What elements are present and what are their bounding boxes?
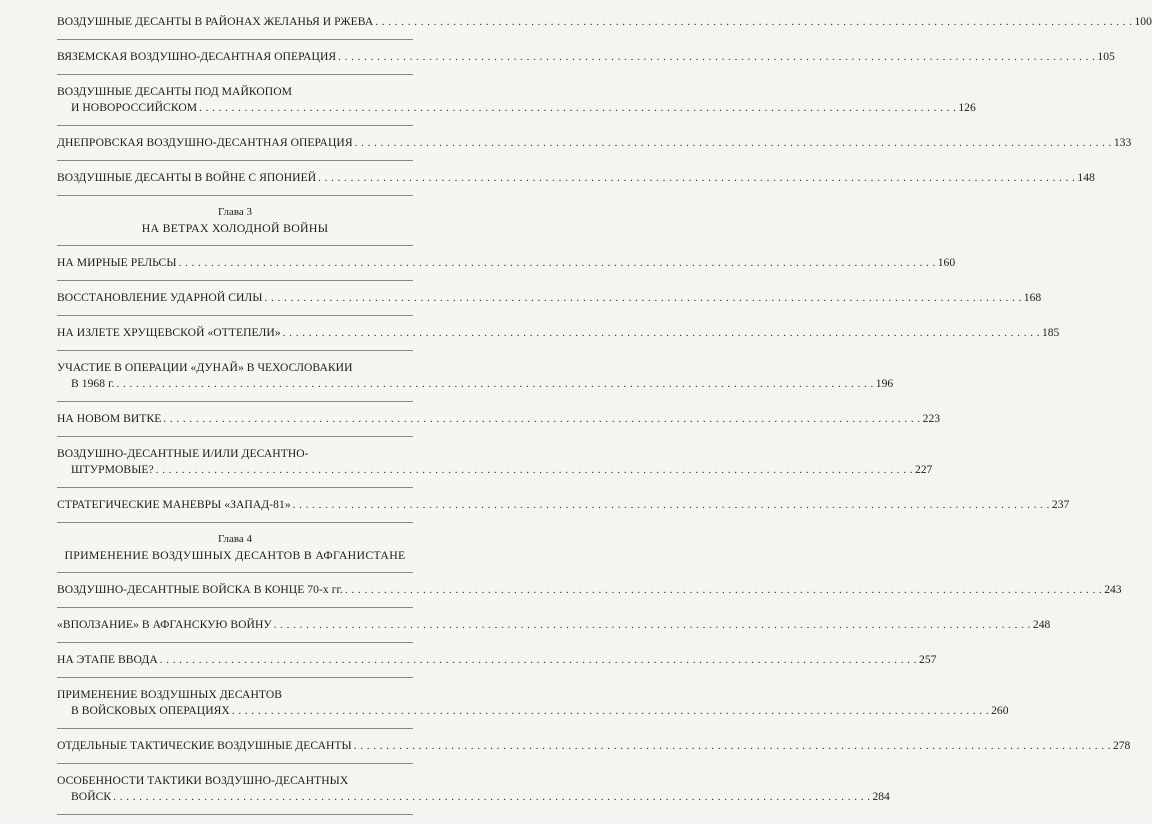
toc-entry-title: ВОЗДУШНЫЕ ДЕСАНТЫ В РАЙОНАХ ЖЕЛАНЬЯ И РЖЕВА <box>57 15 374 28</box>
toc-entry-title: В ВОЙСКОВЫХ ОПЕРАЦИЯХ <box>71 704 230 717</box>
divider-rule <box>57 160 413 161</box>
toc-entry[interactable] <box>57 84 976 116</box>
toc-entry-title: УЧАСТИЕ В ОПЕРАЦИИ «ДУНАЙ» В ЧЕХОСЛОВАКИИ <box>57 361 353 374</box>
toc-entry-line <box>57 100 976 116</box>
divider-rule <box>57 350 413 351</box>
toc-entry-title: ВОЗДУШНЫЕ ДЕСАНТЫ В ВОЙНЕ С ЯПОНИЕЙ <box>57 171 317 184</box>
toc-entry-line <box>57 411 941 427</box>
divider-rule <box>57 436 413 437</box>
toc-page-number: 196 <box>875 377 894 390</box>
divider-rule <box>57 245 413 246</box>
table-of-contents <box>57 14 1152 824</box>
chapter-label: Глава 3 <box>217 206 253 218</box>
toc-entry-line <box>57 773 413 789</box>
toc-page-number: 257 <box>919 653 937 666</box>
dot-leader <box>232 703 989 719</box>
toc-entry[interactable] <box>57 738 1131 754</box>
toc-entry-title: ВОЗДУШНЫЕ ДЕСАНТЫ ПОД МАЙКОПОМ <box>57 85 293 98</box>
divider-rule <box>57 814 413 815</box>
dot-leader <box>117 376 874 392</box>
toc-entry[interactable] <box>57 360 894 392</box>
toc-page-number: 243 <box>1104 583 1122 596</box>
dot-leader <box>293 497 1050 513</box>
toc-entry[interactable] <box>57 290 1042 306</box>
toc-entry-line <box>57 49 1115 65</box>
divider-rule <box>57 401 413 402</box>
divider-rule <box>57 522 413 523</box>
toc-page-number: 227 <box>914 463 933 476</box>
toc-entry-line <box>57 290 1042 306</box>
toc-entry[interactable] <box>57 617 1051 633</box>
toc-entry-title: НА ИЗЛЕТЕ ХРУЩЕВСКОЙ «ОТТЕПЕЛИ» <box>57 326 281 339</box>
toc-entry-line <box>57 582 1122 598</box>
divider-rule <box>57 315 413 316</box>
toc-page-number: 168 <box>1023 291 1042 304</box>
toc-page-number: 185 <box>1041 326 1060 339</box>
toc-entry-line <box>57 497 1070 513</box>
toc-entry-line <box>57 462 933 478</box>
toc-entry-title: ВЯЗЕМСКАЯ ВОЗДУШНО-ДЕСАНТНАЯ ОПЕРАЦИЯ <box>57 50 337 63</box>
toc-entry-title: ОСОБЕННОСТИ ТАКТИКИ ВОЗДУШНО-ДЕСАНТНЫХ <box>57 774 349 787</box>
toc-entry-line <box>57 617 1051 633</box>
dot-leader <box>265 290 1022 306</box>
toc-entry-title: ВОЗДУШНО-ДЕСАНТНЫЕ ВОЙСКА В КОНЦЕ 70-х гг. <box>57 583 343 596</box>
toc-entry-title: ВОЗДУШНО-ДЕСАНТНЫЕ И/ИЛИ ДЕСАНТНО- <box>57 447 309 460</box>
toc-entry-title: ОТДЕЛЬНЫЕ ТАКТИЧЕСКИЕ ВОЗДУШНЫЕ ДЕСАНТЫ <box>57 739 352 752</box>
toc-entry[interactable] <box>57 411 941 427</box>
toc-page-number: 237 <box>1051 498 1070 511</box>
toc-entry[interactable] <box>57 773 890 805</box>
toc-entry-title: ПРИМЕНЕНИЕ ВОЗДУШНЫХ ДЕСАНТОВ <box>57 688 283 701</box>
dot-leader <box>113 789 870 805</box>
chapter-heading <box>57 532 413 573</box>
toc-page-number: 100 <box>1134 15 1152 28</box>
dot-leader <box>354 738 1111 754</box>
toc-page-number: 133 <box>1113 136 1132 149</box>
dot-leader <box>199 100 956 116</box>
toc-entry-line <box>57 738 1131 754</box>
chapter-label: Глава 4 <box>217 533 253 545</box>
divider-rule <box>57 487 413 488</box>
divider-rule <box>57 763 413 764</box>
toc-entry[interactable] <box>57 446 933 478</box>
divider-rule <box>57 607 413 608</box>
toc-entry-title: СТРАТЕГИЧЕСКИЕ МАНЕВРЫ «ЗАПАД-81» <box>57 498 291 511</box>
toc-entry[interactable] <box>57 14 1152 30</box>
toc-entry-title: НА НОВОМ ВИТКЕ <box>57 412 162 425</box>
toc-entry-line <box>57 446 413 462</box>
divider-rule <box>57 125 413 126</box>
toc-entry-title: ВОССТАНОВЛЕНИЕ УДАРНОЙ СИЛЫ <box>57 291 263 304</box>
toc-entry-title: ДНЕПРОВСКАЯ ВОЗДУШНО-ДЕСАНТНАЯ ОПЕРАЦИЯ <box>57 136 353 149</box>
toc-entry-title: ВОЙСК <box>71 790 112 803</box>
toc-entry-title: И НОВОРОССИЙСКОМ <box>71 101 198 114</box>
dot-leader <box>163 411 920 427</box>
toc-entry-title: НА ЭТАПЕ ВВОДА <box>57 653 158 666</box>
dot-leader <box>375 14 1132 30</box>
toc-page-number: 148 <box>1077 171 1095 184</box>
toc-page-number: 126 <box>958 101 976 114</box>
toc-page-number: 284 <box>872 790 890 803</box>
toc-entry-title: НА МИРНЫЕ РЕЛЬСЫ <box>57 256 177 269</box>
toc-entry-line <box>57 376 894 392</box>
toc-entry-title: «ВПОЛЗАНИЕ» В АФГАНСКУЮ ВОЙНУ <box>57 618 272 631</box>
toc-entry-line <box>57 652 937 668</box>
divider-rule <box>57 39 413 40</box>
toc-page-number: 260 <box>991 704 1009 717</box>
divider-rule <box>57 572 413 573</box>
toc-entry-line <box>57 325 1060 341</box>
toc-entry[interactable] <box>57 582 1122 598</box>
toc-entry-line <box>57 84 413 100</box>
toc-entry[interactable] <box>57 687 1009 719</box>
divider-rule <box>57 677 413 678</box>
toc-entry-title: ШТУРМОВЫЕ? <box>71 463 154 476</box>
toc-entry[interactable] <box>57 497 1070 513</box>
dot-leader <box>274 617 1031 633</box>
divider-rule <box>57 195 413 196</box>
toc-entry-line <box>57 255 956 271</box>
toc-entry-line <box>57 789 890 805</box>
toc-page-number: 278 <box>1112 739 1131 752</box>
chapter-title: НА ВЕТРАХ ХОЛОДНОЙ ВОЙНЫ <box>141 221 329 235</box>
toc-entry[interactable] <box>57 170 1095 186</box>
toc-entry-title: В 1968 г. <box>71 377 115 390</box>
dot-leader <box>338 49 1095 65</box>
toc-entry-line <box>57 135 1132 151</box>
toc-entry-line <box>57 360 413 376</box>
toc-page-number: 248 <box>1032 618 1051 631</box>
dot-leader <box>156 462 913 478</box>
dot-leader <box>318 170 1075 186</box>
dot-leader <box>160 652 917 668</box>
divider-rule <box>57 642 413 643</box>
toc-entry-line <box>57 687 413 703</box>
dot-leader <box>345 582 1102 598</box>
dot-leader <box>355 135 1112 151</box>
toc-page-number: 105 <box>1097 50 1115 63</box>
toc-page-number: 223 <box>922 412 941 425</box>
toc-page-number: 160 <box>937 256 956 269</box>
divider-rule <box>57 74 413 75</box>
divider-rule <box>57 728 413 729</box>
chapter-heading <box>57 205 413 246</box>
toc-entry-line <box>57 703 1009 719</box>
toc-entry-line <box>57 14 1152 30</box>
toc-entry-line <box>57 170 1095 186</box>
dot-leader <box>283 325 1040 341</box>
toc-entry[interactable] <box>57 652 937 668</box>
toc-entry[interactable] <box>57 325 1060 341</box>
toc-entry[interactable] <box>57 135 1132 151</box>
divider-rule <box>57 280 413 281</box>
toc-entry[interactable] <box>57 255 956 271</box>
toc-entry[interactable] <box>57 49 1115 65</box>
chapter-title: ПРИМЕНЕНИЕ ВОЗДУШНЫХ ДЕСАНТОВ В АФГАНИСТАНЕ <box>64 548 406 562</box>
dot-leader <box>179 255 936 271</box>
